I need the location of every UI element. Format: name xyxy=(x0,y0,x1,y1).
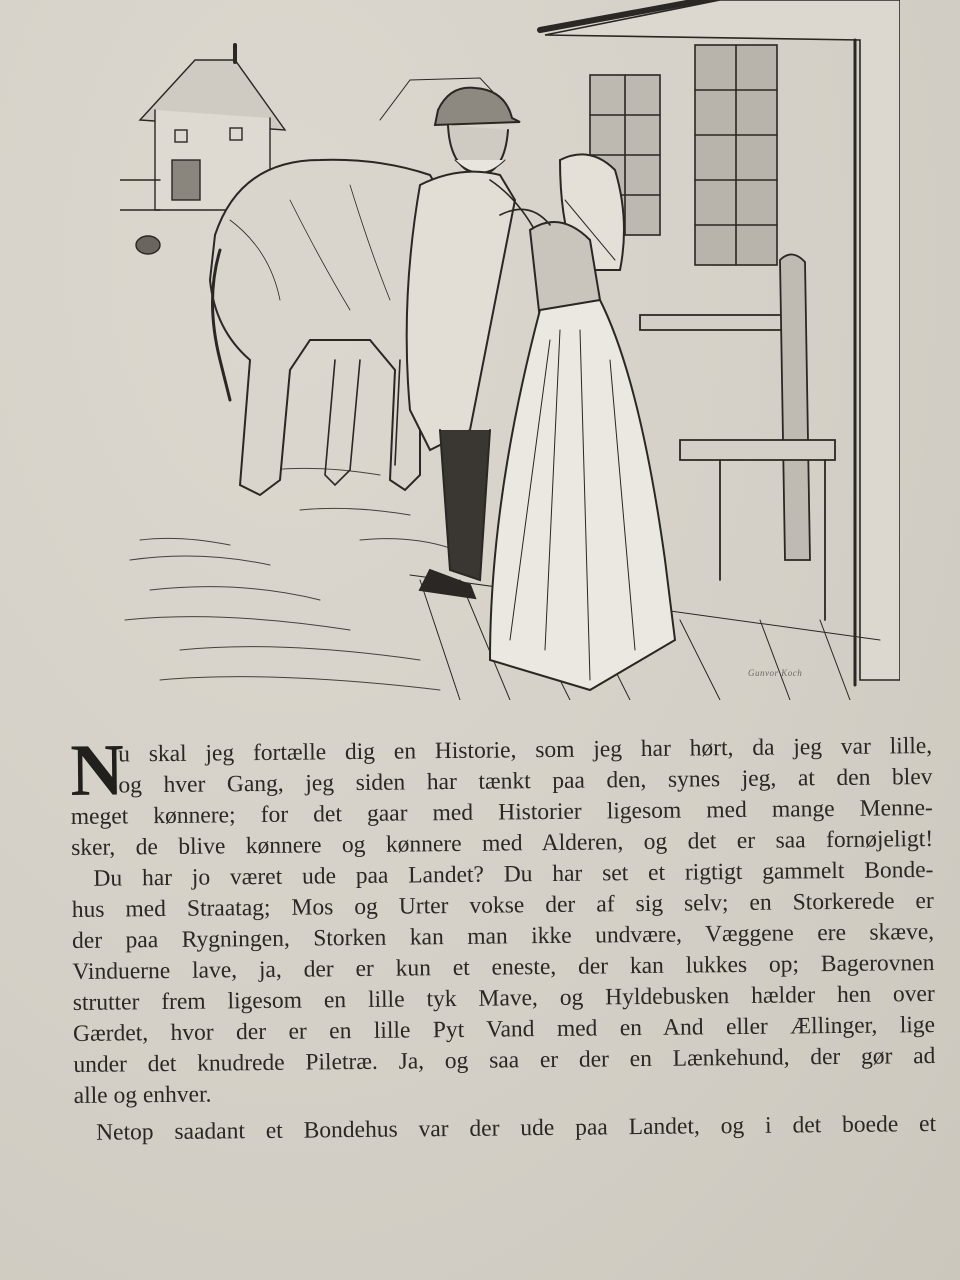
text-line: meget kønnere; for det gaar med Historier ligesom med mange Menne- xyxy=(70,794,933,830)
text-line: Du har jo været ude paa Landet? Du har set et rigtigt gammelt Bonde- xyxy=(93,856,934,892)
text-line: Vinduerne lave, ja, der er kun et eneste, der kan lukkes op; Bagerovnen xyxy=(72,949,935,985)
artist-signature: Gunvor Koch xyxy=(748,668,803,678)
wooden-bench xyxy=(640,254,835,620)
text-line: u skal jeg fortælle dig en Historie, som jeg har hørt, da jeg var lille, xyxy=(118,732,933,768)
text-line: der paa Rygningen, Storken kan man ikke undvære, Væggene ere skæve, xyxy=(71,918,935,954)
text-line: sker, de blive kønnere og kønnere med Alderen, og det er saa fornøjeligt! xyxy=(70,825,934,861)
text-line: alle og enhver. xyxy=(73,1081,212,1109)
ground-hatching xyxy=(125,468,450,690)
text-line: og hver Gang, jeg siden har tænkt paa den, synes jeg, at den blev xyxy=(118,763,933,799)
text-line: Gærdet, hvor der er en lille Pyt Vand med en And eller Ællinger, lige xyxy=(72,1011,936,1047)
text-line: under det knudrede Piletræ. Ja, og saa er der en Lænkehund, der gør ad xyxy=(73,1042,936,1078)
text-line: Netop saadant et Bondehus var der ude paa Landet, og i det boede et xyxy=(95,1110,937,1146)
illustration-farm-scene xyxy=(120,0,900,700)
text-line: hus med Straatag; Mos og Urter vokse der af sig selv; en Storkerede er xyxy=(71,887,934,923)
text-line: strutter frem ligesom en lille tyk Mave, og Hyldebusken hælder hen over xyxy=(72,980,935,1016)
drop-cap: N xyxy=(69,729,125,812)
story-text xyxy=(70,731,936,1149)
